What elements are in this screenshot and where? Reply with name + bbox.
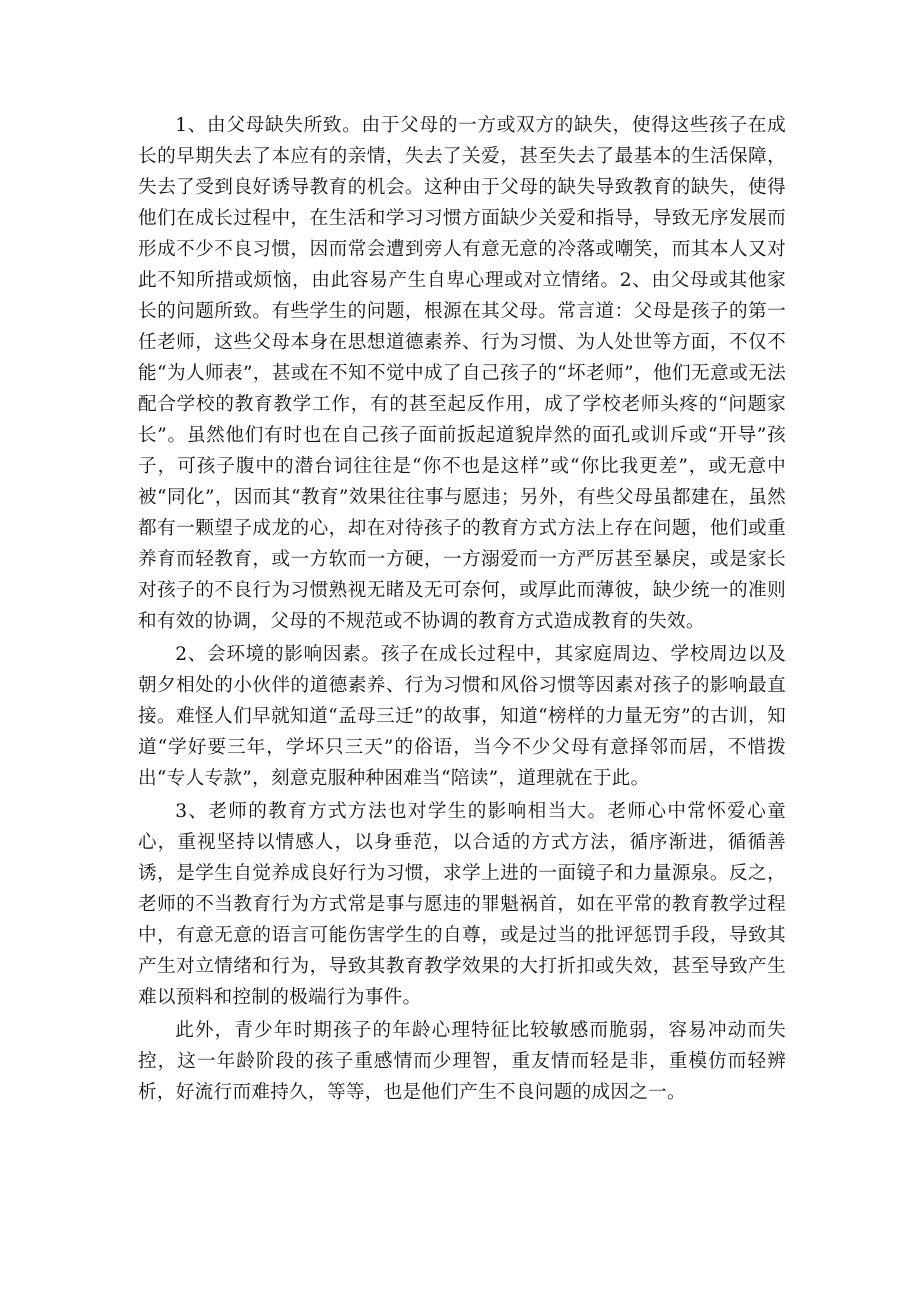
document-page xyxy=(138,110,786,1108)
paragraph-social-environment: 2、会环境的影响因素。孩子在成长过程中，其家庭周边、学校周边以及朝夕相处的小伙伴的道德素养、行为习惯和风俗习惯等因素对孩子的影响最直接。难怪人们早就知道“孟母三迁”的故事，知道“榜样的力量无穷”的古训，知道“学好要三年，学坏只三天”的俗语，当今不少父母有意择邻而居，不惜拨出“专人专款”，刻意克服种种困难当“陪读”，道理就在于此。 xyxy=(138,644,786,789)
paragraph-adolescent-traits: 此外，青少年时期孩子的年龄心理特征比较敏感而脆弱，容易冲动而失控，这一年龄阶段的孩子重感情而少理智，重友情而轻是非，重模仿而轻辨析，好流行而难持久，等等，也是他们产生不良问题的成因之一。 xyxy=(138,1020,786,1103)
paragraph-parental-absence: 1、由父母缺失所致。由于父母的一方或双方的缺失，使得这些孩子在成长的早期失去了本应有的亲情，失去了关爱，甚至失去了最基本的生活保障，失去了受到良好诱导教育的机会。这种由于父母的缺失导致教育的缺失，使得他们在成长过程中，在生活和学习习惯方面缺少关爱和指导，导致无序发展而形成不少不良习惯，因而常会遭到旁人有意无意的冷落或嘲笑，而其本人又对此不知所措或烦恼，由此容易产生自卑心理或对立情绪。2、由父母或其他家长的问题所致。有些学生的问题，根源在其父母。常言道：父母是孩子的第一任老师，这些父母本身在思想道德素养、行为习惯、为人处世等方面，不仅不能“为人师表”，甚或在不知不觉中成了自己孩子的“坏老师”，他们无意或无法配合学校的教育教学工作，有的甚至起反作用，成了学校老师头疼的“问题家长”。虽然他们有时也在自己孩子面前扳起道貌岸然的面孔或训斥或“开导”孩子，可孩子腹中的潜台词往往是“你不也是这样”或“你比我更差”，或无意中被“同化”，因而其“教育”效果往往事与愿违；另外，有些父母虽都建在，虽然都有一颗望子成龙的心，却在对待孩子的教育方式方法上存在问题，他们或重养育而轻教育，或一方软而一方硬，一方溺爱而一方严厉甚至暴戾，或是家长对孩子的不良行为习惯熟视无睹及无可奈何，或厚此而薄彼，缺少统一的准则和有效的协调，父母的不规范或不协调的教育方式造成教育的失效。 xyxy=(138,115,786,632)
paragraph-teacher-methods: 3、老师的教育方式方法也对学生的影响相当大。老师心中常怀爱心童心，重视坚持以情感人，以身垂范，以合适的方式方法，循序渐进，循循善诱，是学生自觉养成良好行为习惯，求学上进的一面镜子和力量源泉。反之，老师的不当教育行为方式常是事与愿违的罪魁祸首，如在平常的教育教学过程中，有意无意的语言可能伤害学生的自尊，或是过当的批评惩罚手段，导致其产生对立情绪和行为，导致其教育教学效果的大打折扣或失效，甚至导致产生难以预料和控制的极端行为事件。 xyxy=(138,801,786,1008)
